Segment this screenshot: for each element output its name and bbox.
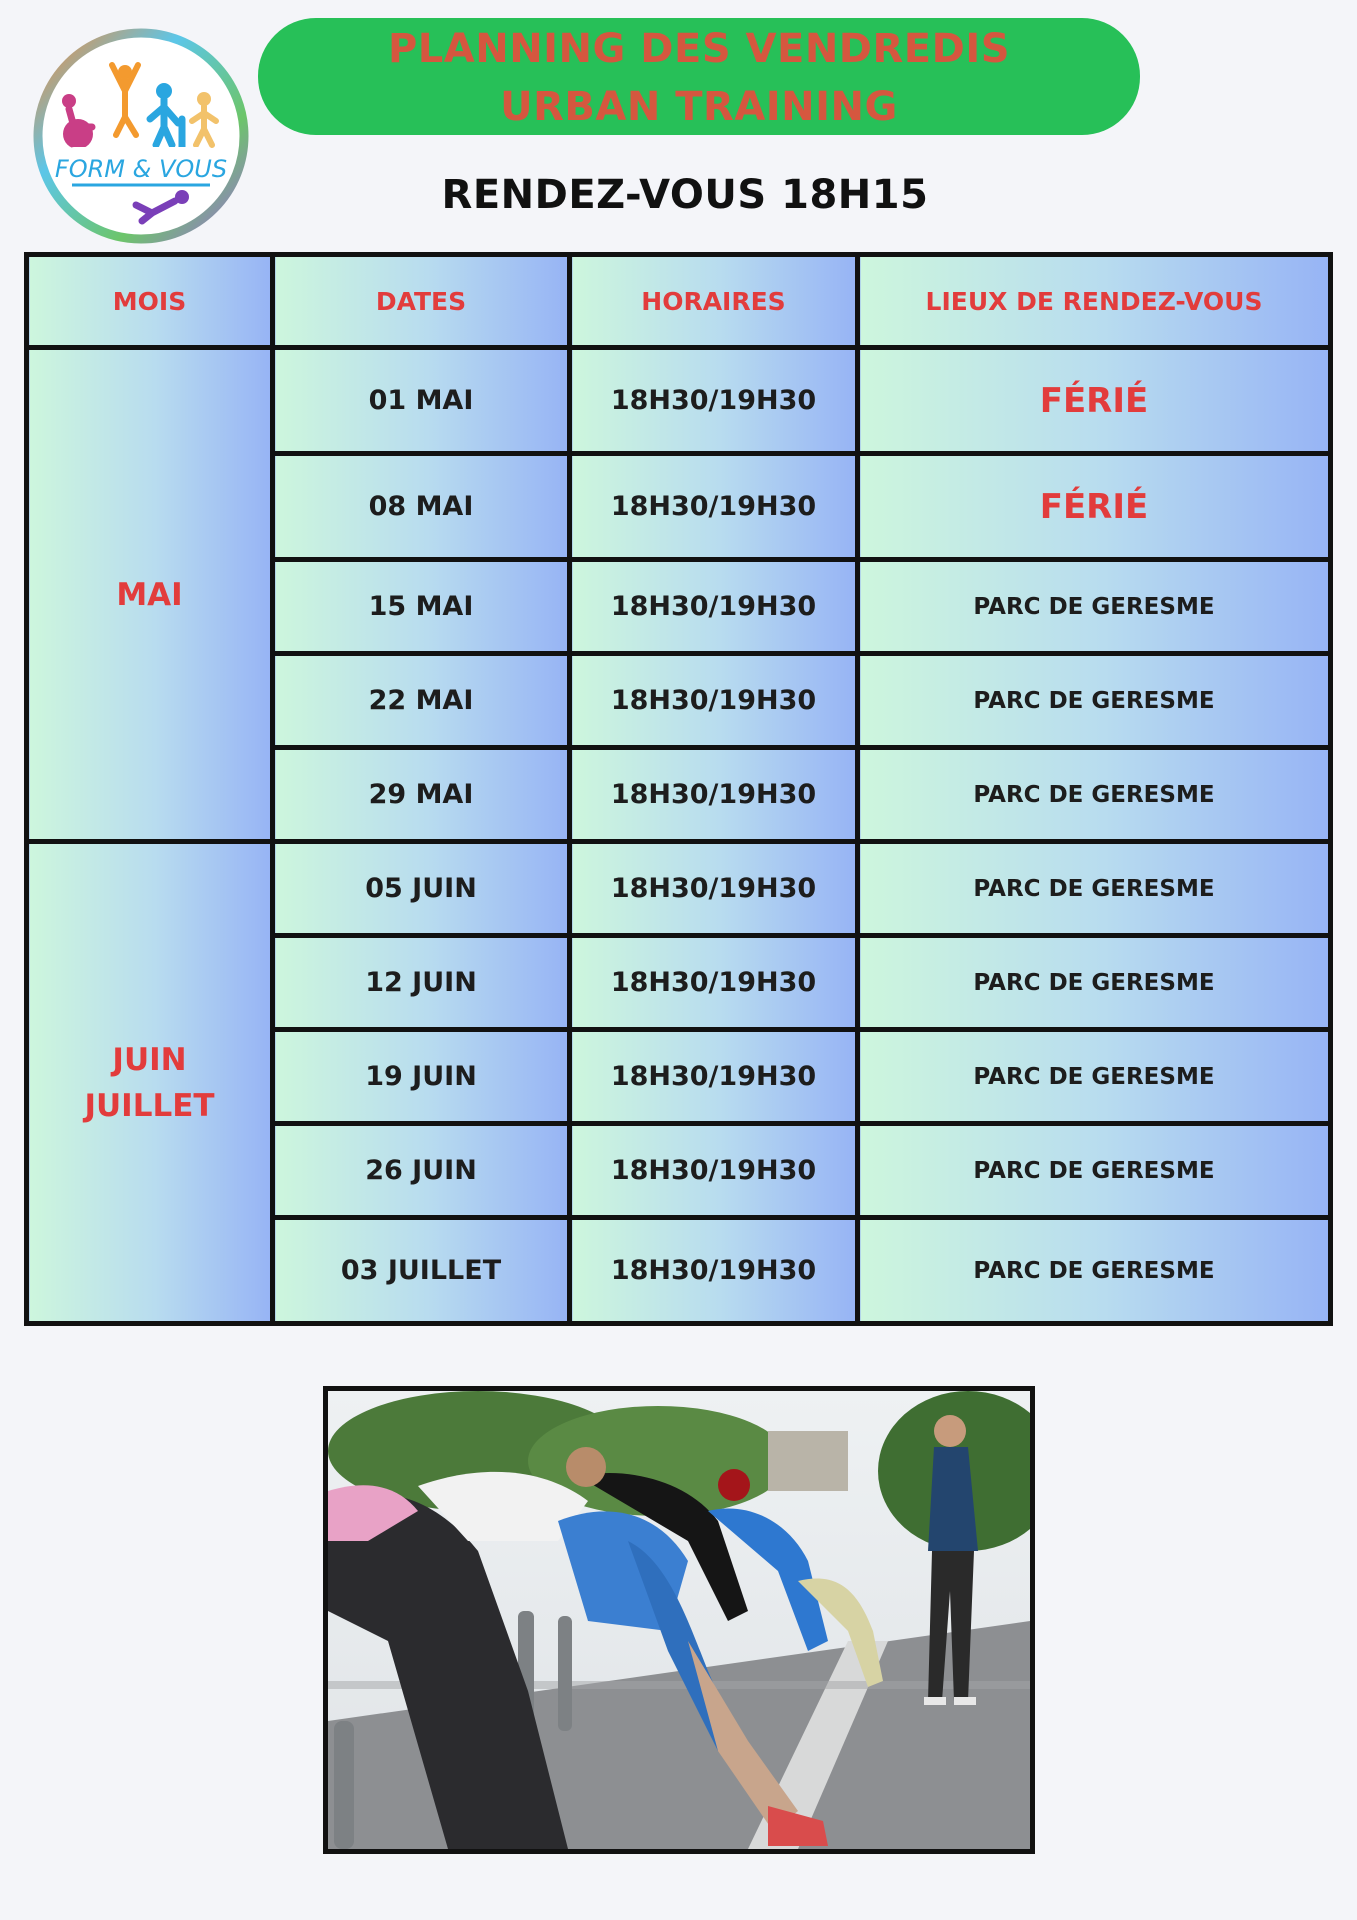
hour-cell: 18H30/19H30 [570,936,858,1030]
place-cell: PARC DE GERESME [858,936,1331,1030]
hour-cell: 18H30/19H30 [570,842,858,936]
place-cell: PARC DE GERESME [858,1218,1331,1324]
date-cell: 01 MAI [273,348,570,454]
place-cell: FÉRIÉ [858,348,1331,454]
place-cell: PARC DE GERESME [858,842,1331,936]
date-cell: 05 JUIN [273,842,570,936]
header-lieux: LIEUX DE RENDEZ-VOUS [858,255,1331,348]
hour-cell: 18H30/19H30 [570,348,858,454]
title-line-1: PLANNING DES VENDREDIS [387,25,1011,72]
title-banner [258,18,1140,135]
date-cell: 22 MAI [273,654,570,748]
table-header-row [27,255,1331,348]
hour-cell: 18H30/19H30 [570,1218,858,1324]
form-et-vous-logo [32,27,250,245]
place-cell: PARC DE GERESME [858,748,1331,842]
place-cell: PARC DE GERESME [858,1124,1331,1218]
meeting-time-heading: RENDEZ-VOUS 18H15 [441,172,929,218]
hour-cell: 18H30/19H30 [570,1124,858,1218]
header-dates: DATES [273,255,570,348]
place-cell: PARC DE GERESME [858,1030,1331,1124]
table-row [27,842,1331,936]
date-cell: 03 JUILLET [273,1218,570,1324]
place-cell: PARC DE GERESME [858,654,1331,748]
hour-cell: 18H30/19H30 [570,1030,858,1124]
urban-training-photo [323,1386,1035,1854]
date-cell: 08 MAI [273,454,570,560]
hour-cell: 18H30/19H30 [570,454,858,560]
hour-cell: 18H30/19H30 [570,748,858,842]
place-cell: FÉRIÉ [858,454,1331,560]
date-cell: 12 JUIN [273,936,570,1030]
header-horaires: HORAIRES [570,255,858,348]
logo-text: FORM & VOUS [54,155,228,183]
place-cell: PARC DE GERESME [858,560,1331,654]
month-cell-juin-juillet [27,842,273,1324]
table-row [27,348,1331,454]
hour-cell: 18H30/19H30 [570,560,858,654]
schedule-table [24,252,1333,1326]
header-mois: MOIS [27,255,273,348]
date-cell: 19 JUIN [273,1030,570,1124]
title-line-2: URBAN TRAINING [500,83,898,130]
hour-cell: 18H30/19H30 [570,654,858,748]
month-cell-mai: MAI [27,348,273,842]
month-label-juillet: JUILLET [84,1087,215,1124]
date-cell: 29 MAI [273,748,570,842]
month-label-juin: JUIN [112,1041,187,1078]
date-cell: 15 MAI [273,560,570,654]
date-cell: 26 JUIN [273,1124,570,1218]
